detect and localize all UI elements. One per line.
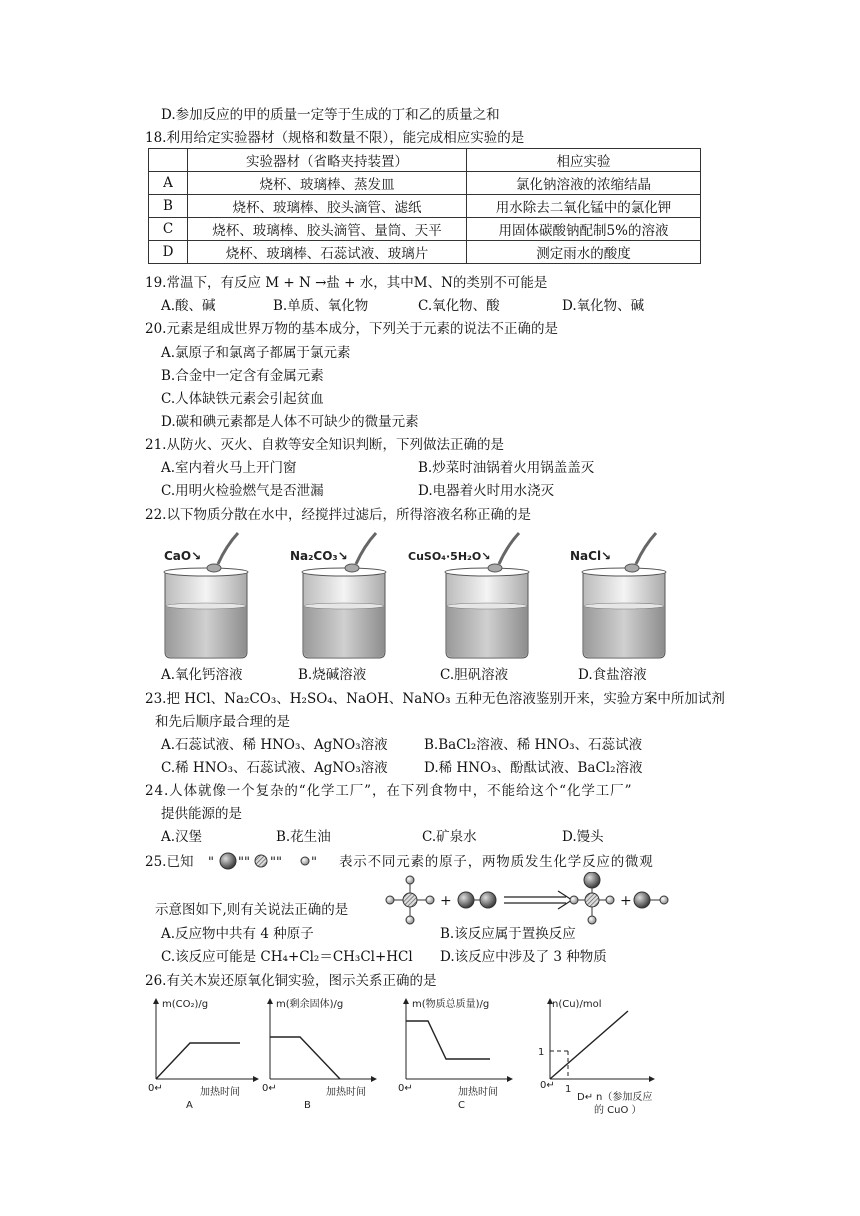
beaker-label: Na₂CO₃↘: [290, 549, 348, 563]
graph-xlabel: 加热时间: [200, 1087, 240, 1098]
graph-b: [262, 997, 376, 1111]
q21-option-d: D.电器着火时用水浇灭: [418, 483, 555, 499]
graph-letter: B: [304, 1100, 311, 1111]
q20-option-b: B.合金中一定含有金属元素: [161, 368, 324, 384]
table-cell: 氯化钠溶液的浓缩结晶: [467, 172, 701, 195]
table-cell: 烧杯、玻璃棒、石蕊试液、玻璃片: [188, 241, 467, 264]
atom-legend: [206, 850, 326, 872]
beaker-cao: [164, 533, 248, 658]
q19-option-c: C.氧化物、酸: [418, 298, 500, 314]
graph-ylabel: m(剩余固体)/g: [276, 999, 344, 1010]
q22-option-b: B.烧碱溶液: [298, 667, 367, 683]
svg-text:": ": [311, 855, 317, 870]
beaker-label: NaCl↘: [570, 549, 612, 563]
q23-option-b: B.BaCl₂溶液、稀 HNO₃、石蕊试液: [424, 737, 643, 753]
graph-letter: A: [186, 1100, 193, 1111]
q23-stem: 23.把 HCl、Na₂CO₃、H₂SO₄、NaOH、NaNO₃ 五种无色溶液鉴别开来，实验方案中所加试剂: [145, 691, 725, 707]
table-row: [149, 241, 701, 264]
graph-d-line: [550, 1011, 628, 1079]
table-row: [149, 218, 701, 241]
table-row: [149, 172, 701, 195]
q25-option-a: A.反应物中共有 4 种原子: [161, 926, 314, 942]
q22-option-c: C.胆矾溶液: [440, 667, 509, 683]
q24-stem-cont: 提供能源的是: [161, 806, 242, 822]
beaker-cuso4: [408, 533, 529, 658]
svg-text:"": "": [238, 855, 250, 870]
q23-option-a: A.石蕊试液、稀 HNO₃、AgNO₃溶液: [161, 737, 388, 753]
table-cell: 烧杯、玻璃棒、蒸发皿: [188, 172, 467, 195]
graph-a-line: [156, 1043, 240, 1079]
graph-xlabel: 加热时间: [458, 1087, 498, 1098]
graph-xlabel: n（参加反应: [596, 1092, 653, 1103]
small-atom-icon: [301, 857, 309, 865]
q20-option-c: C.人体缺铁元素会引起贫血: [161, 391, 324, 407]
table-cell: B: [149, 195, 188, 218]
q20-stem: 20.元素是组成世界万物的基本成分，下列关于元素的说法不正确的是: [145, 321, 558, 337]
graph-letter: C: [458, 1100, 465, 1111]
reaction-diagram: [382, 872, 682, 930]
product-molecule-2: [634, 892, 668, 908]
reactant-molecule-1: [386, 876, 434, 924]
graph-xlabel: 加热时间: [326, 1087, 366, 1098]
beaker-label: CaO↘: [164, 549, 202, 563]
q20-option-d: D.碳和碘元素都是人体不可缺少的微量元素: [161, 414, 419, 430]
q26-graphs: [140, 993, 700, 1118]
q22-stem: 22.以下物质分散在水中，经搅拌过滤后，所得溶液名称正确的是: [145, 507, 531, 523]
graph-tick: 1: [565, 1084, 572, 1095]
q26-stem: 26.有关木炭还原氧化铜实验，图示关系正确的是: [145, 973, 437, 989]
reaction-arrow-icon: [504, 891, 572, 909]
table-header: [149, 149, 188, 172]
q18-stem: 18.利用给定实验器材（规格和数量不限），能完成相应实验的是: [145, 130, 525, 146]
q24-option-b: B.花生油: [276, 829, 331, 845]
graph-a: [148, 999, 258, 1111]
q18-table: [148, 148, 701, 264]
graph-letter: D↵: [577, 1092, 594, 1103]
q25-stem-a: 25.已知: [145, 854, 194, 870]
q19-stem: 19.常温下，有反应 M + N →盐 + 水，其中M、N的类别不可能是: [145, 275, 548, 291]
q17-option-d: D.参加反应的甲的质量一定等于生成的丁和乙的质量之和: [161, 107, 500, 123]
graph-ylabel: n(Cu)/mol: [552, 999, 602, 1010]
table-cell: 用水除去二氧化锰中的氯化钾: [467, 195, 701, 218]
q24-stem: 24.人体就像一个复杂的“化学工厂”，在下列食物中，不能给这个“化学工厂”: [145, 783, 633, 799]
q25-option-b: B.该反应属于置换反应: [440, 926, 576, 942]
q25-option-c: C.该反应可能是 CH₄+Cl₂＝CH₃Cl+HCl: [161, 949, 413, 965]
table-cell: 测定雨水的酸度: [467, 241, 701, 264]
dark-atom-icon: [220, 853, 236, 869]
q20-option-a: A.氯原子和氯离子都属于氯元素: [161, 345, 351, 361]
q19-option-d: D.氧化物、碱: [562, 298, 645, 314]
table-row: [149, 195, 701, 218]
graph-origin: 0↵: [540, 1080, 555, 1091]
svg-text:+: +: [440, 893, 452, 909]
beaker-illustrations: [150, 528, 710, 663]
q21-stem: 21.从防火、灭火、自救等安全知识判断，下列做法正确的是: [145, 437, 504, 453]
table-header: 相应实验: [467, 149, 701, 172]
beaker-label: CuSO₄·5H₂O↘: [408, 550, 491, 563]
graph-xlabel: 的 CuO ）: [594, 1105, 642, 1116]
beaker-na2co3: [290, 533, 386, 658]
reactant-molecule-2: [458, 892, 496, 908]
beaker-nacl: [570, 533, 666, 658]
q24-option-d: D.馒头: [562, 829, 604, 845]
graph-tick: 1: [538, 1047, 545, 1058]
q21-option-c: C.用明火检验燃气是否泄漏: [161, 483, 324, 499]
graph-ylabel: m(CO₂)/g: [162, 999, 209, 1010]
table-cell: A: [149, 172, 188, 195]
q24-option-c: C.矿泉水: [422, 829, 477, 845]
graph-c-line: [406, 1021, 490, 1059]
svg-text:+: +: [620, 893, 632, 909]
q21-option-b: B.炒菜时油锅着火用锅盖盖灭: [418, 460, 595, 476]
svg-text:"": "": [270, 855, 282, 870]
graph-origin: 0↵: [148, 1083, 163, 1094]
table-cell: 用固体碳酸钠配制5%的溶液: [467, 218, 701, 241]
hatched-atom-icon: [255, 855, 267, 867]
q25-stem-b: 表示不同元素的原子，两物质发生化学反应的微观: [339, 854, 654, 870]
table-cell: 烧杯、玻璃棒、胶头滴管、量筒、天平: [188, 218, 467, 241]
graph-b-line: [270, 1037, 340, 1079]
graph-d: [538, 999, 654, 1116]
q19-option-b: B.单质、氧化物: [273, 298, 369, 314]
q25-option-d: D.该反应中涉及了 3 种物质: [440, 949, 607, 965]
graph-c: [398, 997, 512, 1111]
table-cell: D: [149, 241, 188, 264]
product-molecule-1: [570, 872, 614, 924]
q19-option-a: A.酸、碱: [161, 298, 216, 314]
q22-option-d: D.食盐溶液: [578, 667, 647, 683]
svg-text:": ": [208, 855, 214, 870]
q24-option-a: A.汉堡: [161, 829, 203, 845]
q23-option-d: D.稀 HNO₃、酚酞试液、BaCl₂溶液: [424, 760, 643, 776]
q25-stem-cont: 示意图如下,则有关说法正确的是: [155, 902, 349, 918]
graph-origin: 0↵: [398, 1083, 413, 1094]
table-cell: 烧杯、玻璃棒、胶头滴管、滤纸: [188, 195, 467, 218]
graph-origin: 0↵: [262, 1083, 277, 1094]
table-cell: C: [149, 218, 188, 241]
q22-option-a: A.氧化钙溶液: [161, 667, 243, 683]
graph-ylabel: m(物质总质量)/g: [412, 999, 490, 1010]
table-header-row: [149, 149, 701, 172]
table-header: 实验器材（省略夹持装置）: [188, 149, 467, 172]
q23-option-c: C.稀 HNO₃、石蕊试液、AgNO₃溶液: [161, 760, 388, 776]
q23-stem-cont: 和先后顺序最合理的是: [155, 714, 290, 730]
q21-option-a: A.室内着火马上开门窗: [161, 460, 297, 476]
